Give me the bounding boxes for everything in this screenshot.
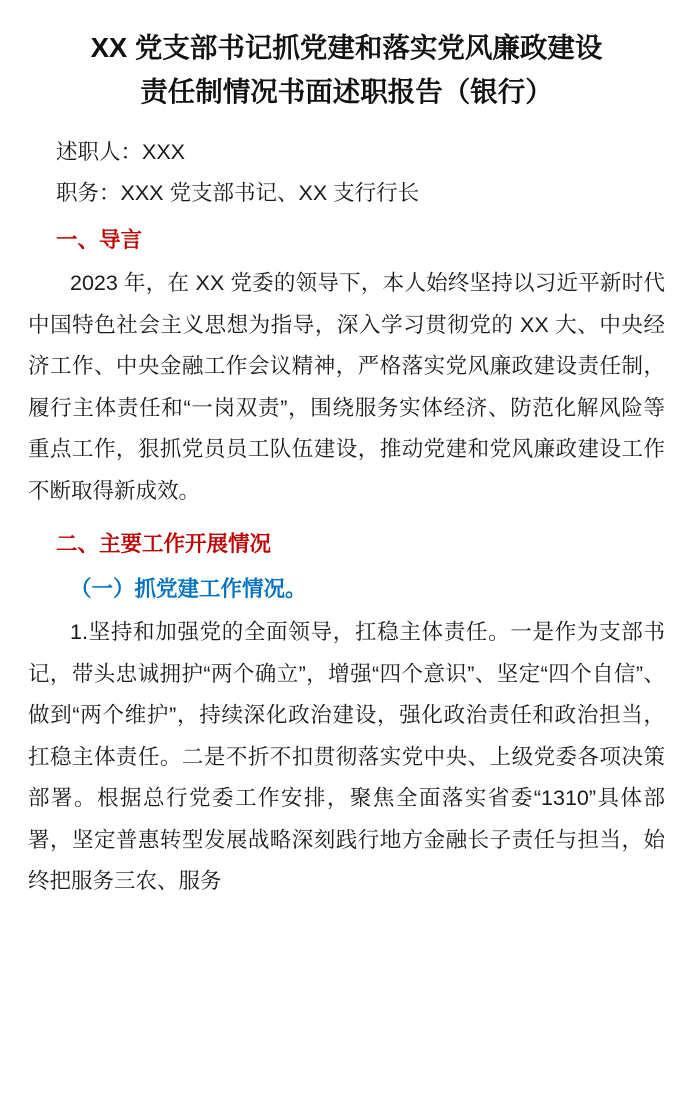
subsection-heading-2-1: （一）抓党建工作情况。	[70, 577, 307, 601]
section-1-paragraph-1: 2023 年，在 XX 党委的领导下，本人始终坚持以习近平新时代中国特色社会主义思想为指导，深入学习贯彻党的 XX 大、中央经济工作、中央金融工作会议精神，严格落实党风廉政建设责任制，履行主体责任和“一岗双责”，围绕服务实体经济、防范化解风险等重点工作，狠抓党员员工队伍建设，推动党建和党风廉政建设工作不断取得新成效。	[28, 271, 665, 503]
page-title-line-2: 责任制情况书面述职报告（银行）	[140, 76, 553, 107]
section-heading-1: 一、导言	[56, 228, 143, 252]
section-spacer	[28, 512, 665, 518]
position-line: 职务：XXX 党支部书记、XX 支行行长	[56, 181, 420, 205]
section-2-paragraph-1: 1.坚持和加强党的全面领导，扛稳主体责任。一是作为支部书记，带头忠诚拥护“两个确立”，增强“四个意识”、坚定“四个自信”、做到“两个维护”，持续深化政治建设，强化政治责任和政治担当，扛稳主体责任。二是不折不扣贯彻落实党中央、上级党委各项决策部署。根据总行党委工作安排，聚焦全面落实省委“1310”具体部署，坚定普惠转型发展战略深刻践行地方金融长子责任与担当，始终把服务三农、服务	[28, 620, 665, 893]
page-title-line-1: XX 党支部书记抓党建和落实党风廉政建设	[90, 32, 603, 63]
reporter-line: 述职人：XXX	[56, 140, 186, 164]
page-title	[28, 26, 665, 114]
section-heading-2: 二、主要工作开展情况	[56, 532, 272, 556]
